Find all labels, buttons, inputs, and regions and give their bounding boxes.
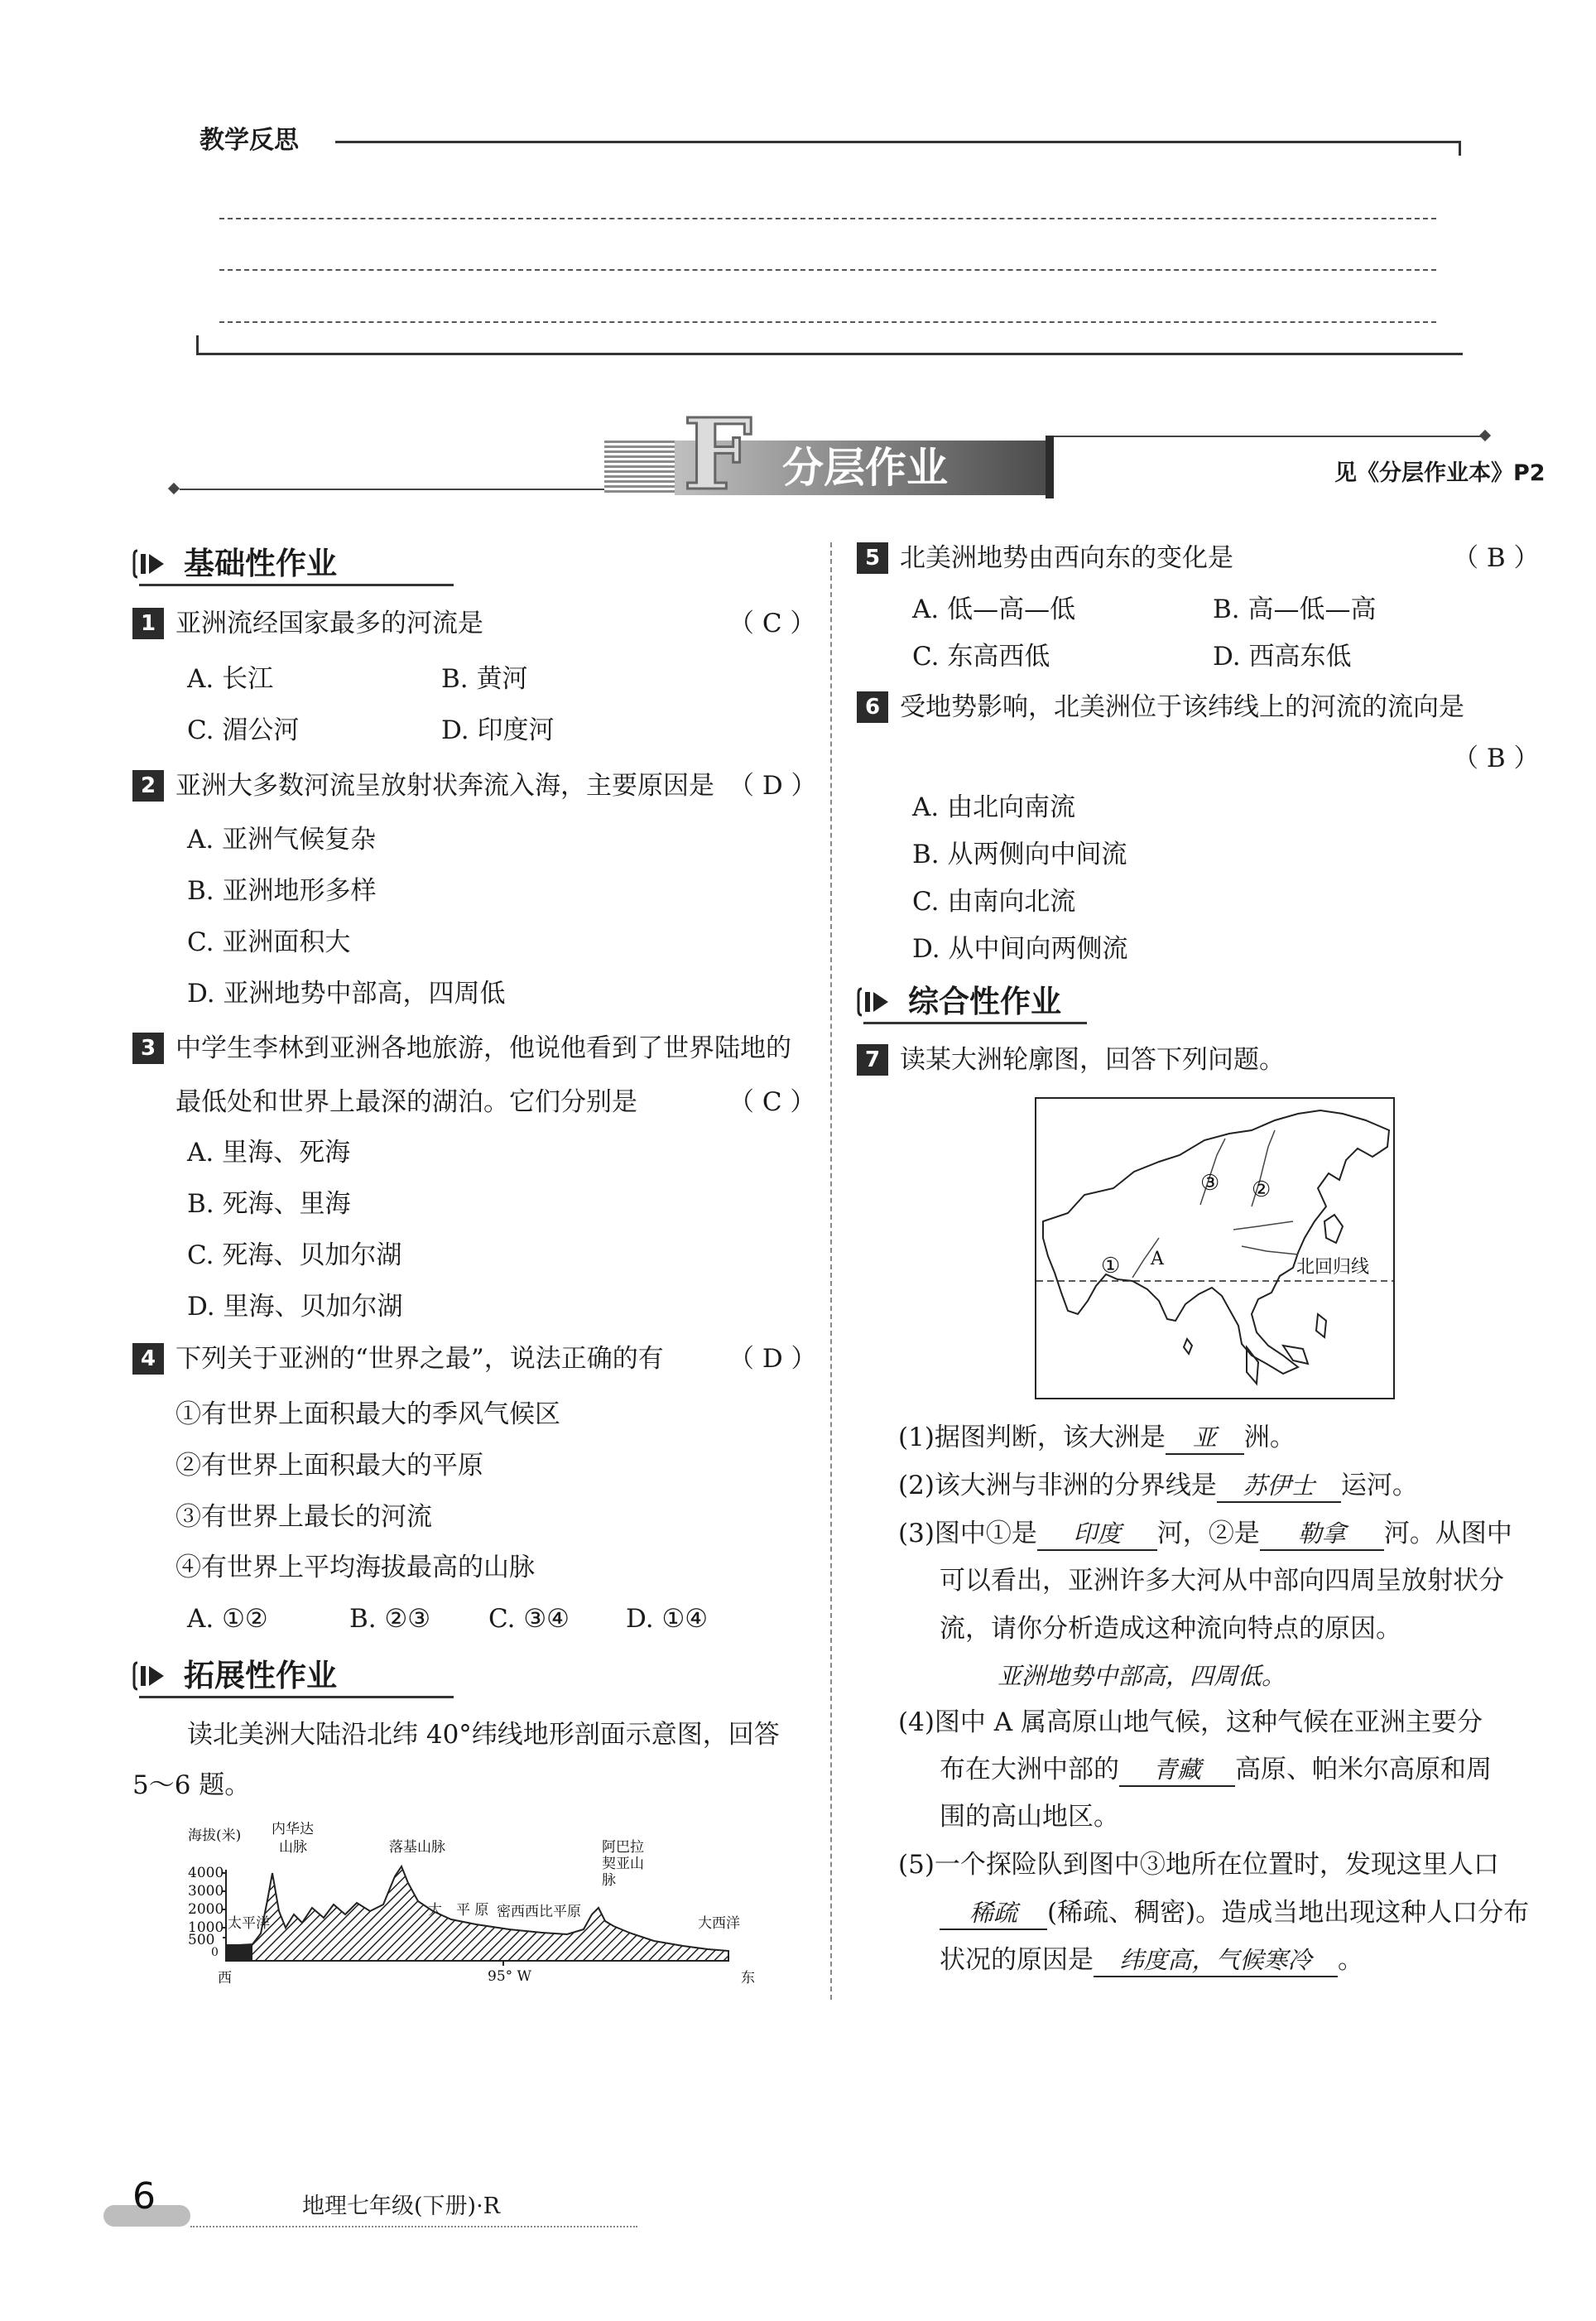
- label-dapingyuan: 大 平 原: [428, 1902, 489, 1919]
- reflection-line-1: [219, 218, 1436, 219]
- answer-blank: 印度: [1037, 1518, 1157, 1551]
- statement: ③有世界上最长的河流: [175, 1502, 432, 1532]
- option: C. 湄公河: [187, 715, 300, 745]
- ytick-label: 500: [188, 1932, 215, 1948]
- text: 河，②是: [1156, 1519, 1260, 1548]
- text: (稀疏、稠密)。造成当地出现这种人口分布: [1047, 1898, 1530, 1928]
- option: D. 印度河: [441, 715, 555, 745]
- text: 高原、帕米尔高原和周: [1235, 1755, 1492, 1784]
- option: A. 亚洲气候复杂: [187, 825, 377, 855]
- question-number: 2: [132, 770, 164, 802]
- column-divider: [830, 542, 832, 2000]
- map-marker-1: ①: [1101, 1254, 1121, 1278]
- reflection-line-2: [219, 269, 1436, 271]
- map-frame: [1036, 1098, 1394, 1399]
- reflection-top-rule: [335, 141, 1461, 143]
- q7-part3-line3: 流，请你分析造成这种流向特点的原因。: [940, 1614, 1401, 1644]
- section-underline: [863, 1022, 1087, 1024]
- diamond-left-icon: [168, 483, 180, 494]
- q7-part3-line2: 可以看出，亚洲许多大河从中部向四周呈放射状分: [940, 1566, 1504, 1596]
- option: D. 里海、贝加尔湖: [187, 1292, 403, 1322]
- question-number: 1: [132, 608, 164, 639]
- footer-rule: [190, 2226, 637, 2227]
- continent-outline-map: [1035, 1097, 1395, 1399]
- answer-blank: 青藏: [1119, 1754, 1235, 1787]
- answer-blank: 纬度高，气候寒冷: [1094, 1944, 1338, 1977]
- question-number: 7: [857, 1044, 888, 1076]
- ytick-label: 4000: [188, 1865, 224, 1881]
- ytick-label: 1000: [188, 1919, 224, 1936]
- answer-bracket: （ B ）: [1453, 744, 1540, 773]
- reflection-left-tick: [196, 335, 199, 354]
- text: 洲。: [1243, 1423, 1296, 1452]
- question-number: 6: [857, 691, 888, 723]
- answer-blank: 稀疏: [940, 1897, 1047, 1930]
- answer-bracket: （ D ）: [728, 771, 817, 801]
- option: C. 亚洲面积大: [187, 927, 351, 957]
- reflection-title: [200, 124, 299, 157]
- text: 。: [1338, 1945, 1363, 1975]
- option: A. ①②: [187, 1604, 268, 1634]
- text: 状况的原因是: [940, 1945, 1094, 1975]
- answer-bracket: （ B ）: [1453, 543, 1540, 573]
- answer-bracket: （ C ）: [728, 1087, 816, 1117]
- banner-letter: F: [683, 397, 752, 512]
- arrow-right-icon: [857, 985, 900, 1018]
- option: B. ②③: [349, 1604, 431, 1634]
- label-mixixibi: 密西西比平原: [497, 1904, 581, 1920]
- book-title: 地理七年级(下册)·R: [302, 2193, 500, 2219]
- diamond-right-icon: [1479, 430, 1491, 441]
- answer-blank: 苏伊士: [1217, 1470, 1341, 1503]
- question-stem: 读某大洲轮廓图，回答下列问题。: [900, 1045, 1285, 1075]
- extend-intro-line2: 5～6 题。: [132, 1770, 251, 1800]
- arrow-right-icon: [132, 547, 175, 580]
- question-stem: 亚洲流经国家最多的河流是: [175, 609, 483, 638]
- ytick-label: 0: [211, 1946, 219, 1959]
- banner: [170, 397, 1494, 512]
- banner-line-right: [1051, 436, 1482, 437]
- option: C. 由南向北流: [912, 887, 1076, 917]
- q7-part4-line3: 围的高山地区。: [940, 1802, 1119, 1832]
- question-number: 4: [132, 1343, 164, 1375]
- map-marker-3: ③: [1200, 1171, 1220, 1196]
- handwritten-answer: 亚洲地势中部高，四周低。: [997, 1662, 1286, 1690]
- q7-part4-line2: [940, 1753, 1492, 1787]
- statement: ②有世界上面积最大的平原: [175, 1451, 483, 1481]
- question-number: 3: [132, 1033, 164, 1064]
- option: A. 由北向南流: [912, 792, 1076, 822]
- banner-line-left: [180, 489, 627, 490]
- question-stem: 最低处和世界上最深的湖泊。它们分别是: [175, 1087, 637, 1117]
- question-stem: 受地势影响，北美洲位于该纬线上的河流的流向是: [900, 692, 1464, 722]
- label-atlantic: 大西洋: [698, 1915, 740, 1932]
- option: B. 亚洲地形多样: [187, 876, 377, 906]
- q7-part4-line1: (4)图中 A 属高原山地气候，这种气候在亚洲主要分: [898, 1707, 1483, 1737]
- map-marker-A: A: [1151, 1249, 1164, 1269]
- label-pacific: 太平洋: [228, 1915, 270, 1932]
- label-west: 西: [218, 1970, 232, 1986]
- page-number: 6: [132, 2175, 156, 2217]
- sea-block: [226, 1944, 252, 1961]
- map-marker-2: ②: [1252, 1177, 1272, 1202]
- label-abala: 脉: [602, 1872, 616, 1889]
- option: C. 死海、贝加尔湖: [187, 1240, 402, 1270]
- label-abala: 契亚山: [602, 1856, 644, 1872]
- ytick-label: 2000: [188, 1901, 224, 1918]
- q7-part5-line3: [940, 1943, 1363, 1977]
- reflection-line-3: [219, 321, 1436, 323]
- text: (1)据图判断，该大洲是: [898, 1423, 1166, 1452]
- question-stem: 中学生李林到亚洲各地旅游，他说他看到了世界陆地的: [175, 1033, 791, 1063]
- ylabel: 海拔(米): [188, 1827, 242, 1844]
- answer-bracket: （ C ）: [728, 609, 816, 638]
- question-number: 5: [857, 542, 888, 574]
- tropic-label: 北回归线: [1296, 1257, 1370, 1278]
- banner-title: 分层作业: [782, 444, 948, 492]
- question-stem: 亚洲大多数河流呈放射状奔流入海，主要原因是: [175, 771, 714, 801]
- label-abala: 阿巴拉: [602, 1839, 644, 1856]
- label-luoji: 落基山脉: [389, 1839, 445, 1856]
- section-title-basic: 基础性作业: [184, 546, 337, 581]
- statement: ④有世界上平均海拔最高的山脉: [175, 1553, 535, 1582]
- reflection-title-text: 教学反思: [200, 126, 299, 155]
- option: D. ①④: [626, 1604, 709, 1634]
- text: 运河。: [1340, 1471, 1418, 1500]
- option: B. 黄河: [441, 664, 528, 694]
- option: B. 从两侧向中间流: [912, 840, 1127, 869]
- q7-part2: [898, 1469, 1418, 1503]
- option: A. 里海、死海: [187, 1138, 351, 1168]
- section-underline: [139, 1696, 454, 1698]
- arrow-right-icon: [132, 1659, 175, 1693]
- option: D. 亚洲地势中部高，四周低: [187, 979, 506, 1009]
- option: A. 低—高—低: [912, 595, 1076, 624]
- label-shanmai: 山脉: [279, 1839, 307, 1856]
- option: C. ③④: [488, 1604, 570, 1634]
- answer-blank: 亚: [1166, 1422, 1244, 1455]
- text: 布在大洲中部的: [940, 1755, 1119, 1784]
- q7-part5-line2: [940, 1896, 1529, 1930]
- question-stem: 下列关于亚洲的“世界之最”，说法正确的有: [175, 1344, 664, 1374]
- label-neihuada: 内华达: [272, 1822, 314, 1837]
- ytick-label: 3000: [188, 1883, 224, 1900]
- option: D. 从中间向两侧流: [912, 934, 1128, 964]
- terrain-profile-diagram: [178, 1822, 774, 1991]
- banner-stripes: [604, 441, 679, 495]
- banner-end-bar: [1046, 436, 1054, 498]
- text: 河。从图中: [1383, 1519, 1512, 1548]
- section-underline: [139, 584, 454, 586]
- option: B. 死海、里海: [187, 1189, 351, 1219]
- label-meridian: 95° W: [488, 1968, 532, 1985]
- reflection-bottom-rule: [196, 353, 1463, 355]
- workbook-reference: 见《分层作业本》P2: [1334, 460, 1546, 486]
- extend-intro-line1: 读北美洲大陆沿北纬 40°纬线地形剖面示意图，回答: [187, 1720, 780, 1750]
- text: (3)图中①是: [898, 1519, 1037, 1548]
- option: C. 东高西低: [912, 642, 1050, 672]
- section-title-extend: 拓展性作业: [184, 1658, 337, 1693]
- label-east: 东: [741, 1970, 755, 1986]
- question-stem: 北美洲地势由西向东的变化是: [900, 543, 1233, 573]
- option: B. 高—低—高: [1213, 595, 1377, 624]
- answer-blank: 勒拿: [1260, 1518, 1384, 1551]
- answer-bracket: （ D ）: [728, 1344, 817, 1374]
- q7-part5-line1: (5)一个探险队到图中③地所在位置时，发现这里人口: [898, 1850, 1499, 1880]
- section-title-comprehensive: 综合性作业: [908, 984, 1061, 1019]
- q7-part3: [898, 1517, 1512, 1551]
- option: A. 长江: [187, 664, 274, 694]
- reflection-right-tick: [1459, 141, 1461, 156]
- option: D. 西高东低: [1213, 642, 1352, 672]
- text: (2)该大洲与非洲的分界线是: [898, 1471, 1217, 1500]
- statement: ①有世界上面积最大的季风气候区: [175, 1399, 560, 1429]
- q7-part1: [898, 1421, 1296, 1455]
